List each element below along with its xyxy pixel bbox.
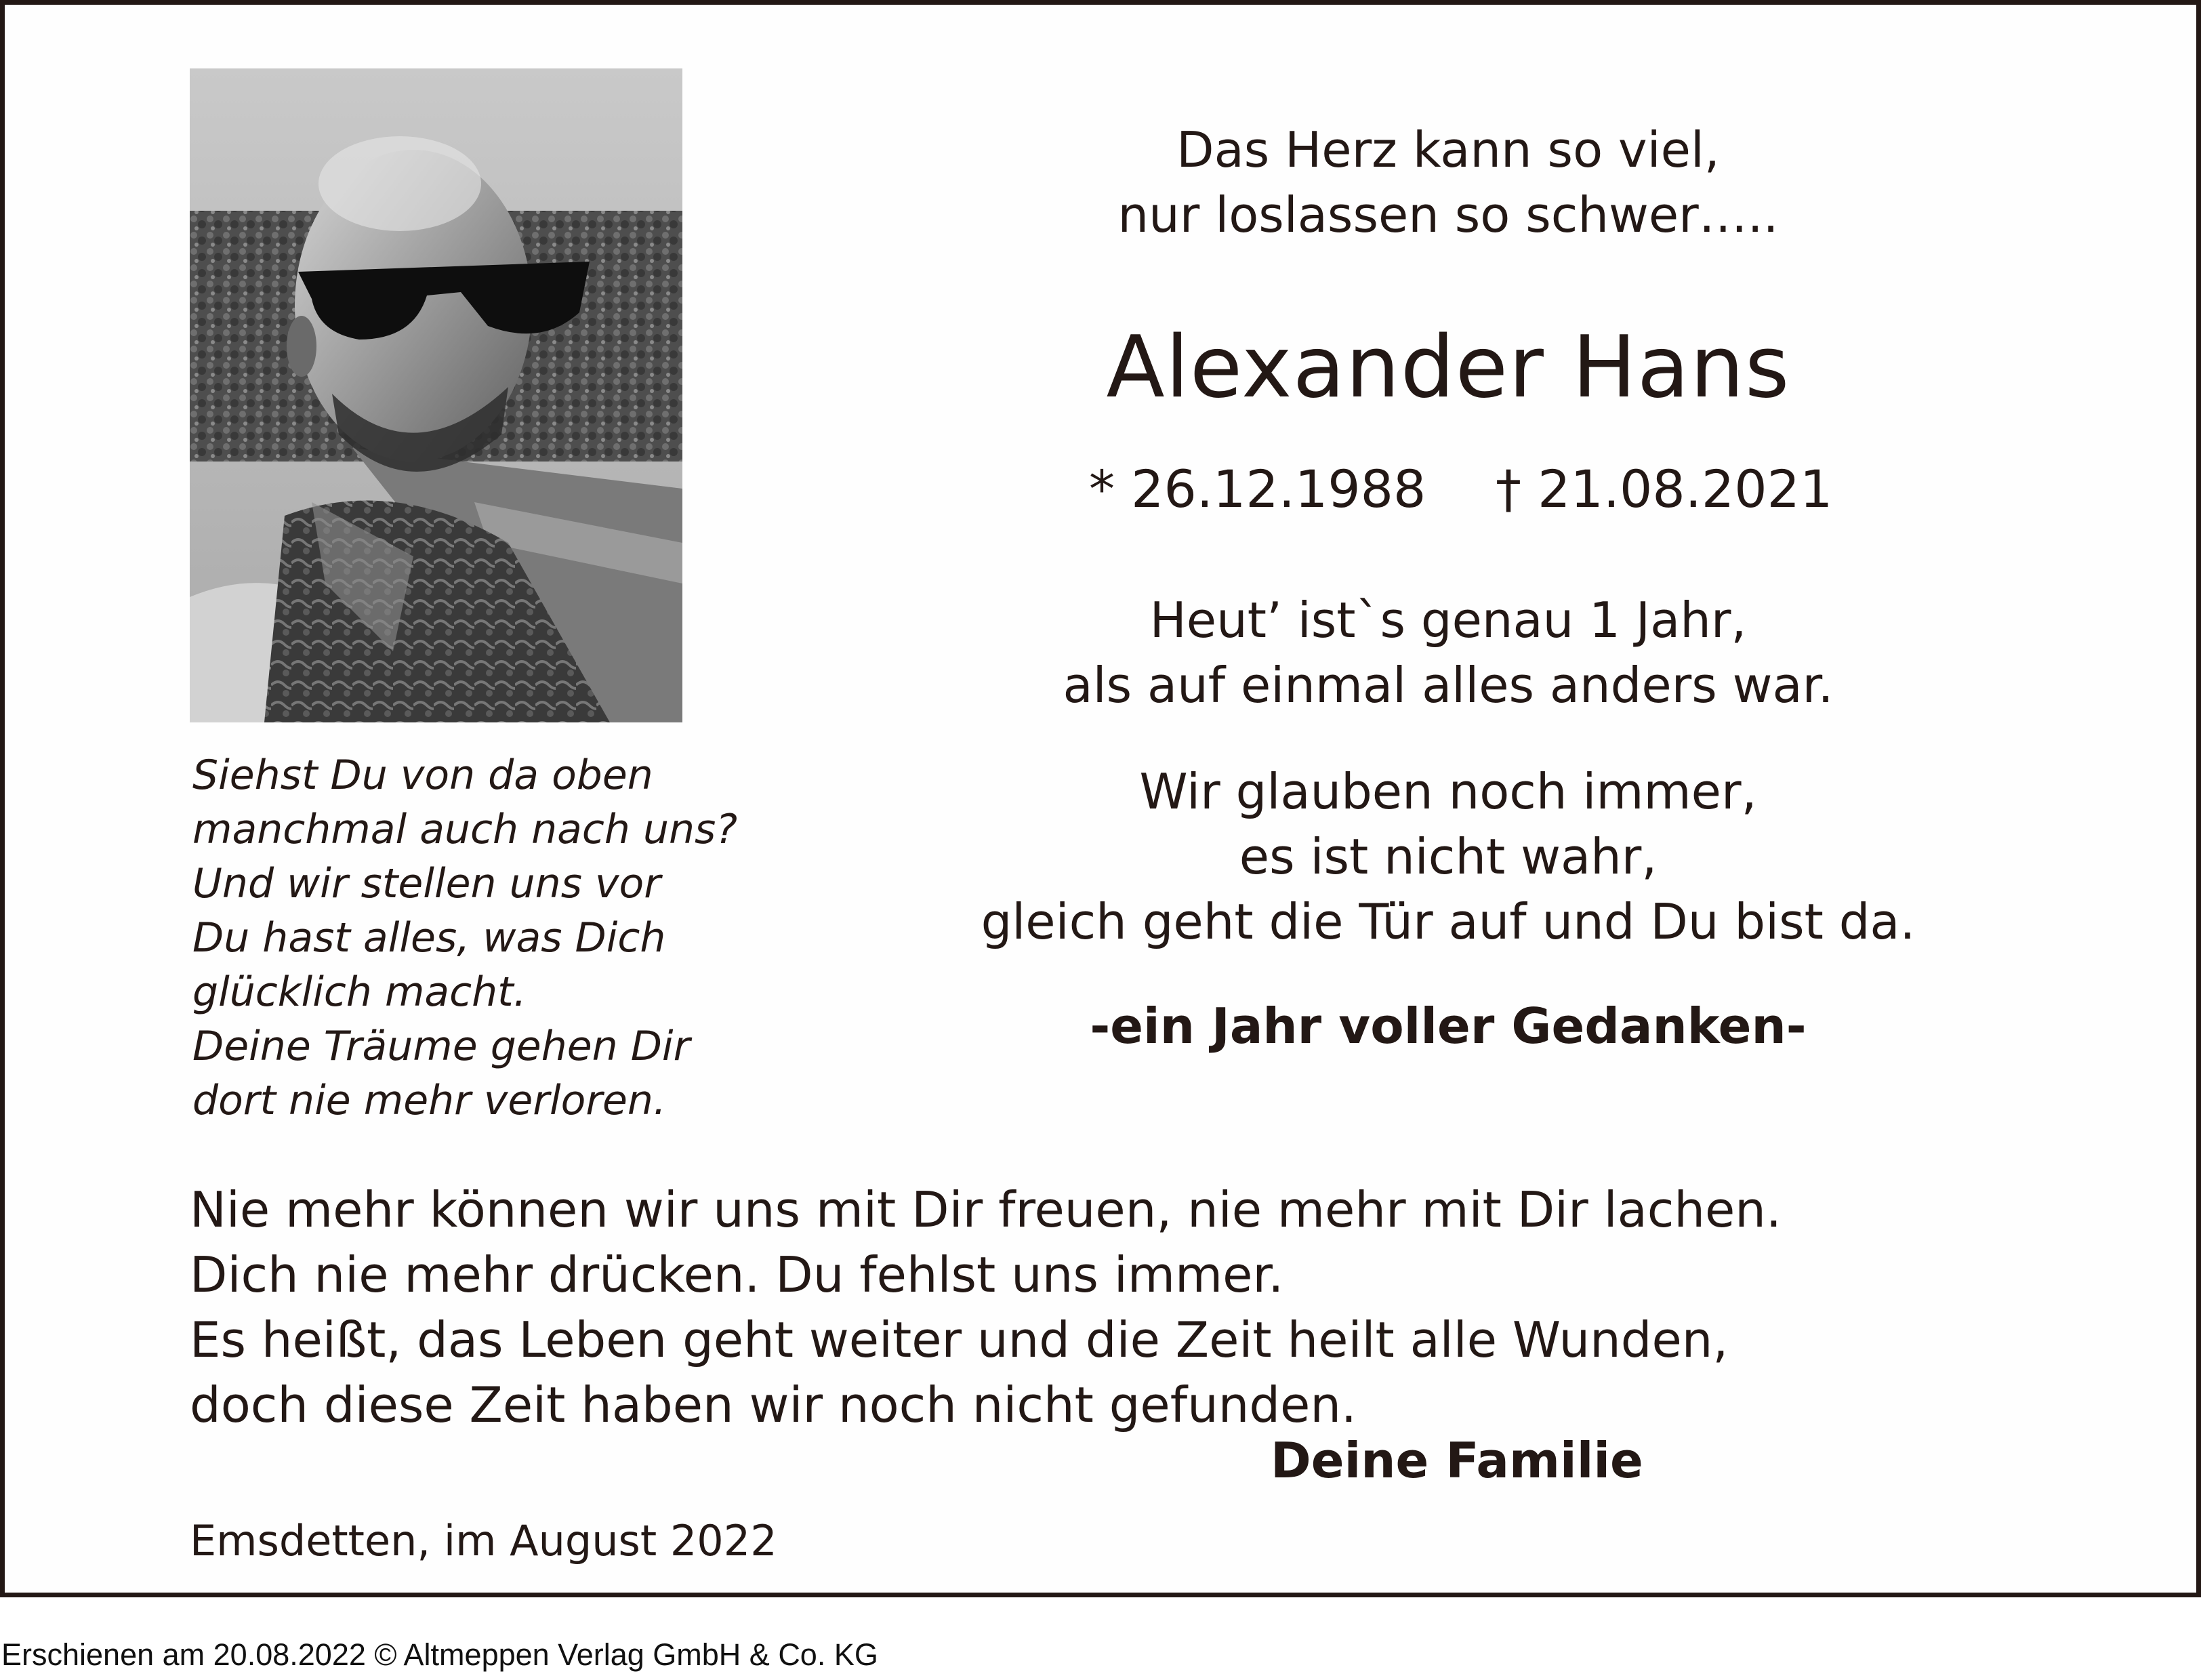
- poem-line: glücklich macht.: [192, 968, 527, 1016]
- death-date: † 21.08.2021: [1496, 459, 1833, 519]
- publication-credit: Erschienen am 20.08.2022 © Altmeppen Verlag GmbH & Co. KG: [1, 1637, 878, 1672]
- place-date: Emsdetten, im August 2022: [190, 1516, 777, 1565]
- birth-date: * 26.12.1988: [1089, 459, 1426, 519]
- poem-line: dort nie mehr verloren.: [192, 1077, 667, 1124]
- poem: [192, 748, 737, 1128]
- anniversary-verse-line: als auf einmal alles anders war.: [1063, 657, 1834, 714]
- body-text-line: Dich nie mehr drücken. Du fehlst uns immer.: [190, 1246, 1284, 1303]
- body-text-line: Nie mehr können wir uns mit Dir freuen, nie mehr mit Dir lachen.: [190, 1181, 1782, 1238]
- belief-verse-line: gleich geht die Tür auf und Du bist da.: [981, 893, 1916, 950]
- belief-verse: [953, 759, 1943, 954]
- opening-quote-line: nur loslassen so schwer…..: [1117, 186, 1779, 243]
- opening-quote: [953, 117, 1943, 247]
- poem-line: Siehst Du von da oben: [192, 752, 653, 799]
- poem-line: manchmal auch nach uns?: [192, 806, 738, 853]
- signature: Deine Familie: [1271, 1432, 1643, 1489]
- anniversary-verse: [953, 588, 1943, 718]
- body-text-line: Es heißt, das Leben geht weiter und die Zeit heilt alle Wunden,: [190, 1311, 1729, 1368]
- anniversary-verse-line: Heut’ ist`s genau 1 Jahr,: [1149, 592, 1747, 649]
- motto: -ein Jahr voller Gedanken-: [1090, 998, 1807, 1054]
- body-text-line: doch diese Zeit haben wir noch nicht gefunden.: [190, 1376, 1357, 1433]
- poem-line: Und wir stellen uns vor: [192, 860, 661, 907]
- poem-line: Deine Träume gehen Dir: [192, 1023, 691, 1070]
- deceased-name: Alexander Hans: [1106, 317, 1790, 417]
- poem-line: Du hast alles, was Dich: [192, 914, 666, 962]
- body-text: [190, 1177, 1782, 1437]
- belief-verse-line: es ist nicht wahr,: [1239, 828, 1658, 885]
- opening-quote-line: Das Herz kann so viel,: [1176, 121, 1720, 178]
- belief-verse-line: Wir glauben noch immer,: [1139, 763, 1757, 820]
- portrait-photo: [190, 68, 682, 722]
- portrait-photo-image: [190, 68, 682, 722]
